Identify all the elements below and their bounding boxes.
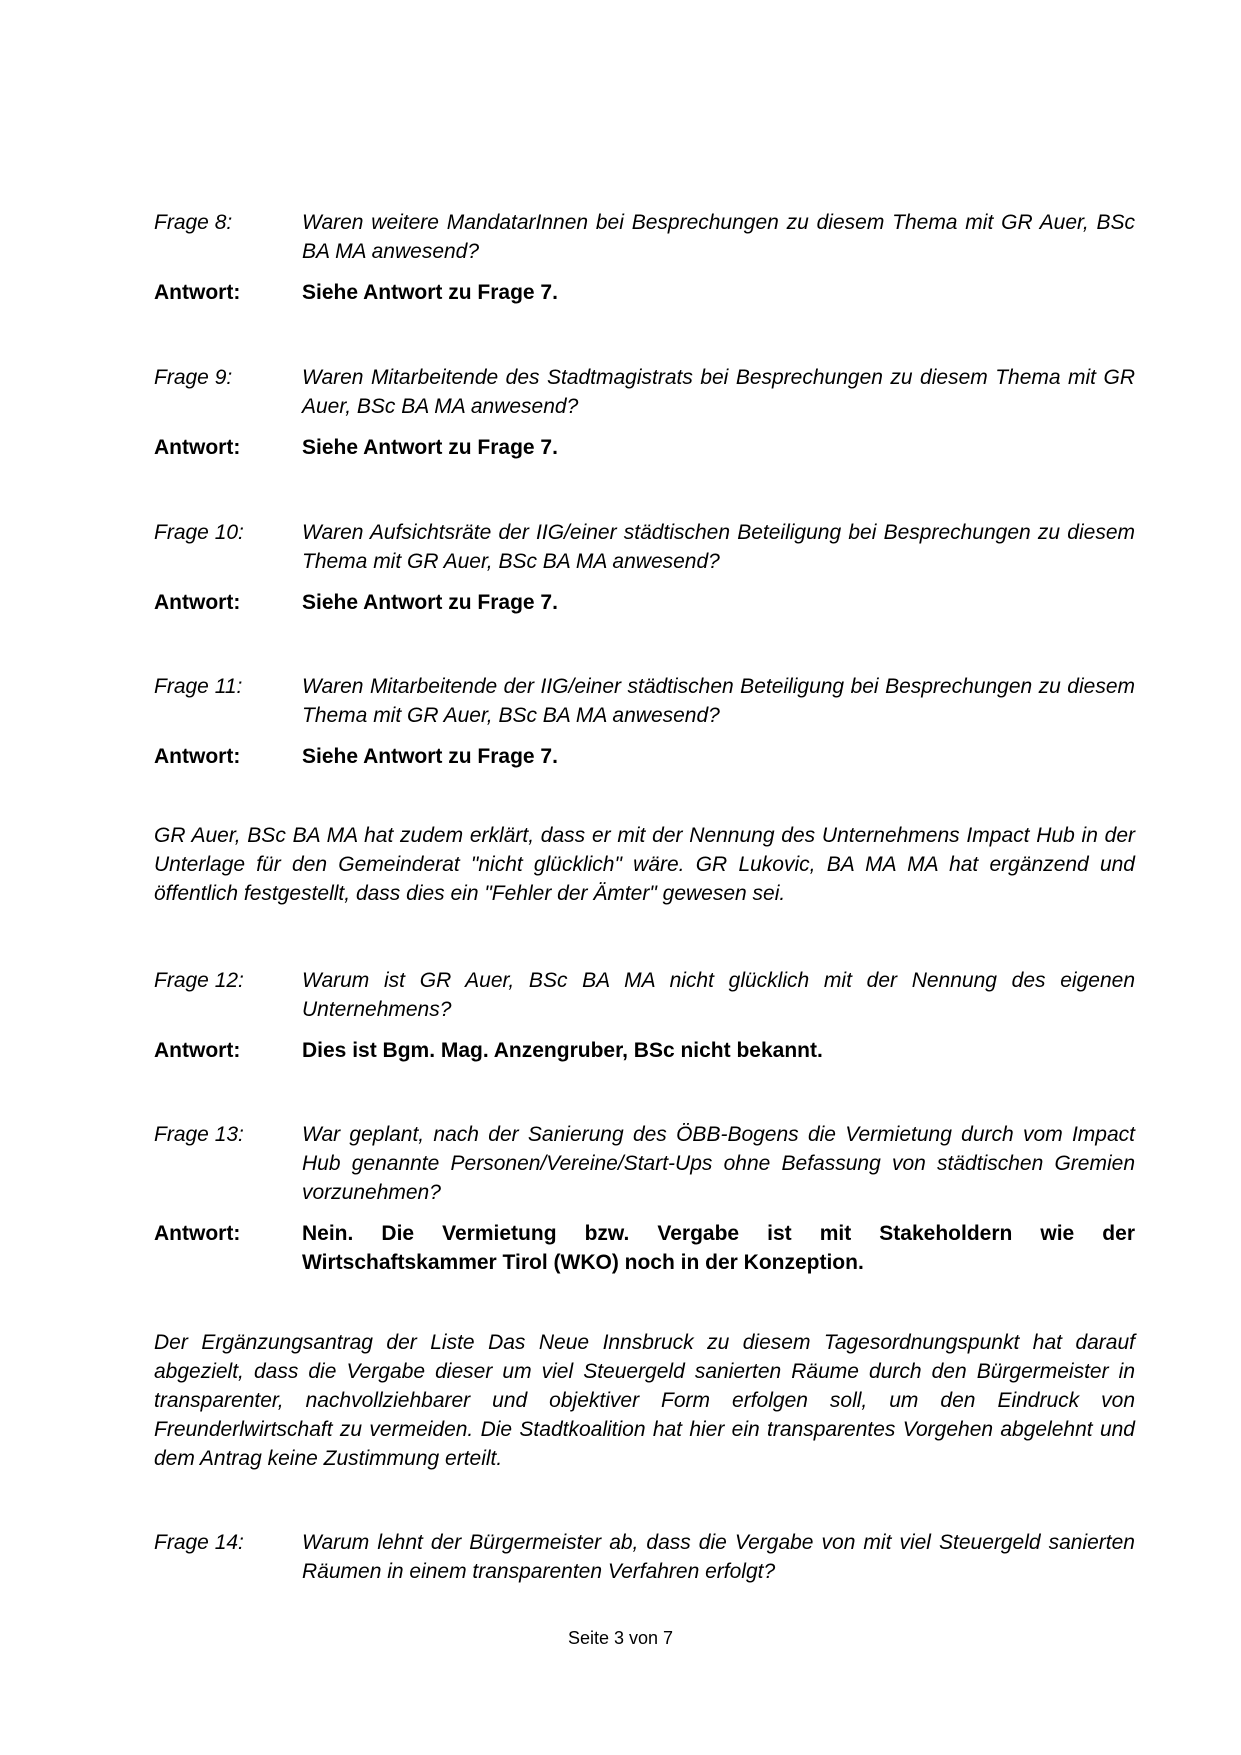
question-label: Frage 11: [154,675,243,698]
answer-text: Siehe Antwort zu Frage 7. [302,281,558,304]
question-text: Waren weitere MandatarInnen bei Besprechungen zu diesem Thema mit GR Auer, BSc BA MA anwesend? [302,211,1135,263]
answer-text: Dies ist Bgm. Mag. Anzengruber, BSc nicht bekannt. [302,1039,823,1062]
question-text: Waren Mitarbeitende der IIG/einer städtischen Beteiligung bei Besprechungen zu diesem Thema mit GR Auer, BSc BA MA anwesend? [302,675,1135,727]
answer-label: Antwort: [154,436,241,459]
answer-text: Siehe Antwort zu Frage 7. [302,436,558,459]
page-number: Seite 3 von 7 [567,1628,674,1648]
question-block-11 [154,672,1135,771]
answer-label: Antwort: [154,1222,241,1245]
answer-label: Antwort: [154,591,241,614]
question-text: War geplant, nach der Sanierung des ÖBB-Bogens die Vermietung durch vom Impact Hub genannte Personen/Vereine/Start-Ups ohne Befassung von städtischen Gremien vorzunehmen? [302,1123,1135,1204]
answer-text: Siehe Antwort zu Frage 7. [302,591,558,614]
question-block-14 [154,1528,1135,1586]
context-paragraph-1: GR Auer, BSc BA MA hat zudem erklärt, dass er mit der Nennung des Unternehmens Impact Hub in der Unterlage für den Gemeinderat "nicht glücklich" wäre. GR Lukovic, BA MA MA hat ergänzend und öffentlich festgestellt, dass dies ein "Fehler der Ämter" gewesen sei. [154,824,1135,905]
question-block-9 [154,363,1135,462]
question-label: Frage 10: [154,521,244,544]
question-block-8 [154,208,1135,307]
answer-text: Nein. Die Vermietung bzw. Vergabe ist mit Stakeholdern wie der Wirtschaftskammer Tirol (WKO) noch in der Konzeption. [302,1222,1135,1274]
question-label: Frage 8: [154,211,233,234]
question-label: Frage 12: [154,969,244,992]
question-text: Warum ist GR Auer, BSc BA MA nicht glücklich mit der Nennung des eigenen Unternehmens? [302,969,1135,1021]
question-label: Frage 13: [154,1123,244,1146]
answer-label: Antwort: [154,281,241,304]
question-block-13 [154,1120,1135,1277]
question-label: Frage 14: [154,1531,244,1554]
answer-label: Antwort: [154,1039,241,1062]
answer-label: Antwort: [154,745,241,768]
question-text: Warum lehnt der Bürgermeister ab, dass die Vergabe von mit viel Steuergeld sanierten Räumen in einem transparenten Verfahren erfolgt? [302,1531,1135,1583]
question-block-10 [154,518,1135,617]
context-paragraph-2: Der Ergänzungsantrag der Liste Das Neue Innsbruck zu diesem Tagesordnungspunkt hat darauf abgezielt, dass die Vergabe dieser um viel Steuergeld sanierten Räume durch den Bürgermeister in transparenter, nachvollziehbarer und objektiver Form erfolgen soll, um den Eindruck von Freunderlwirtschaft zu vermeiden. Die Stadtkoalition hat hier ein transparentes Vorgehen abgelehnt und dem Antrag keine Zustimmung erteilt. [154,1331,1135,1470]
question-text: Waren Aufsichtsräte der IIG/einer städtischen Beteiligung bei Besprechungen zu diesem Thema mit GR Auer, BSc BA MA anwesend? [302,521,1135,573]
question-label: Frage 9: [154,366,233,389]
question-block-12 [154,966,1135,1065]
answer-text: Siehe Antwort zu Frage 7. [302,745,558,768]
question-text: Waren Mitarbeitende des Stadtmagistrats bei Besprechungen zu diesem Thema mit GR Auer, BSc BA MA anwesend? [302,366,1135,418]
